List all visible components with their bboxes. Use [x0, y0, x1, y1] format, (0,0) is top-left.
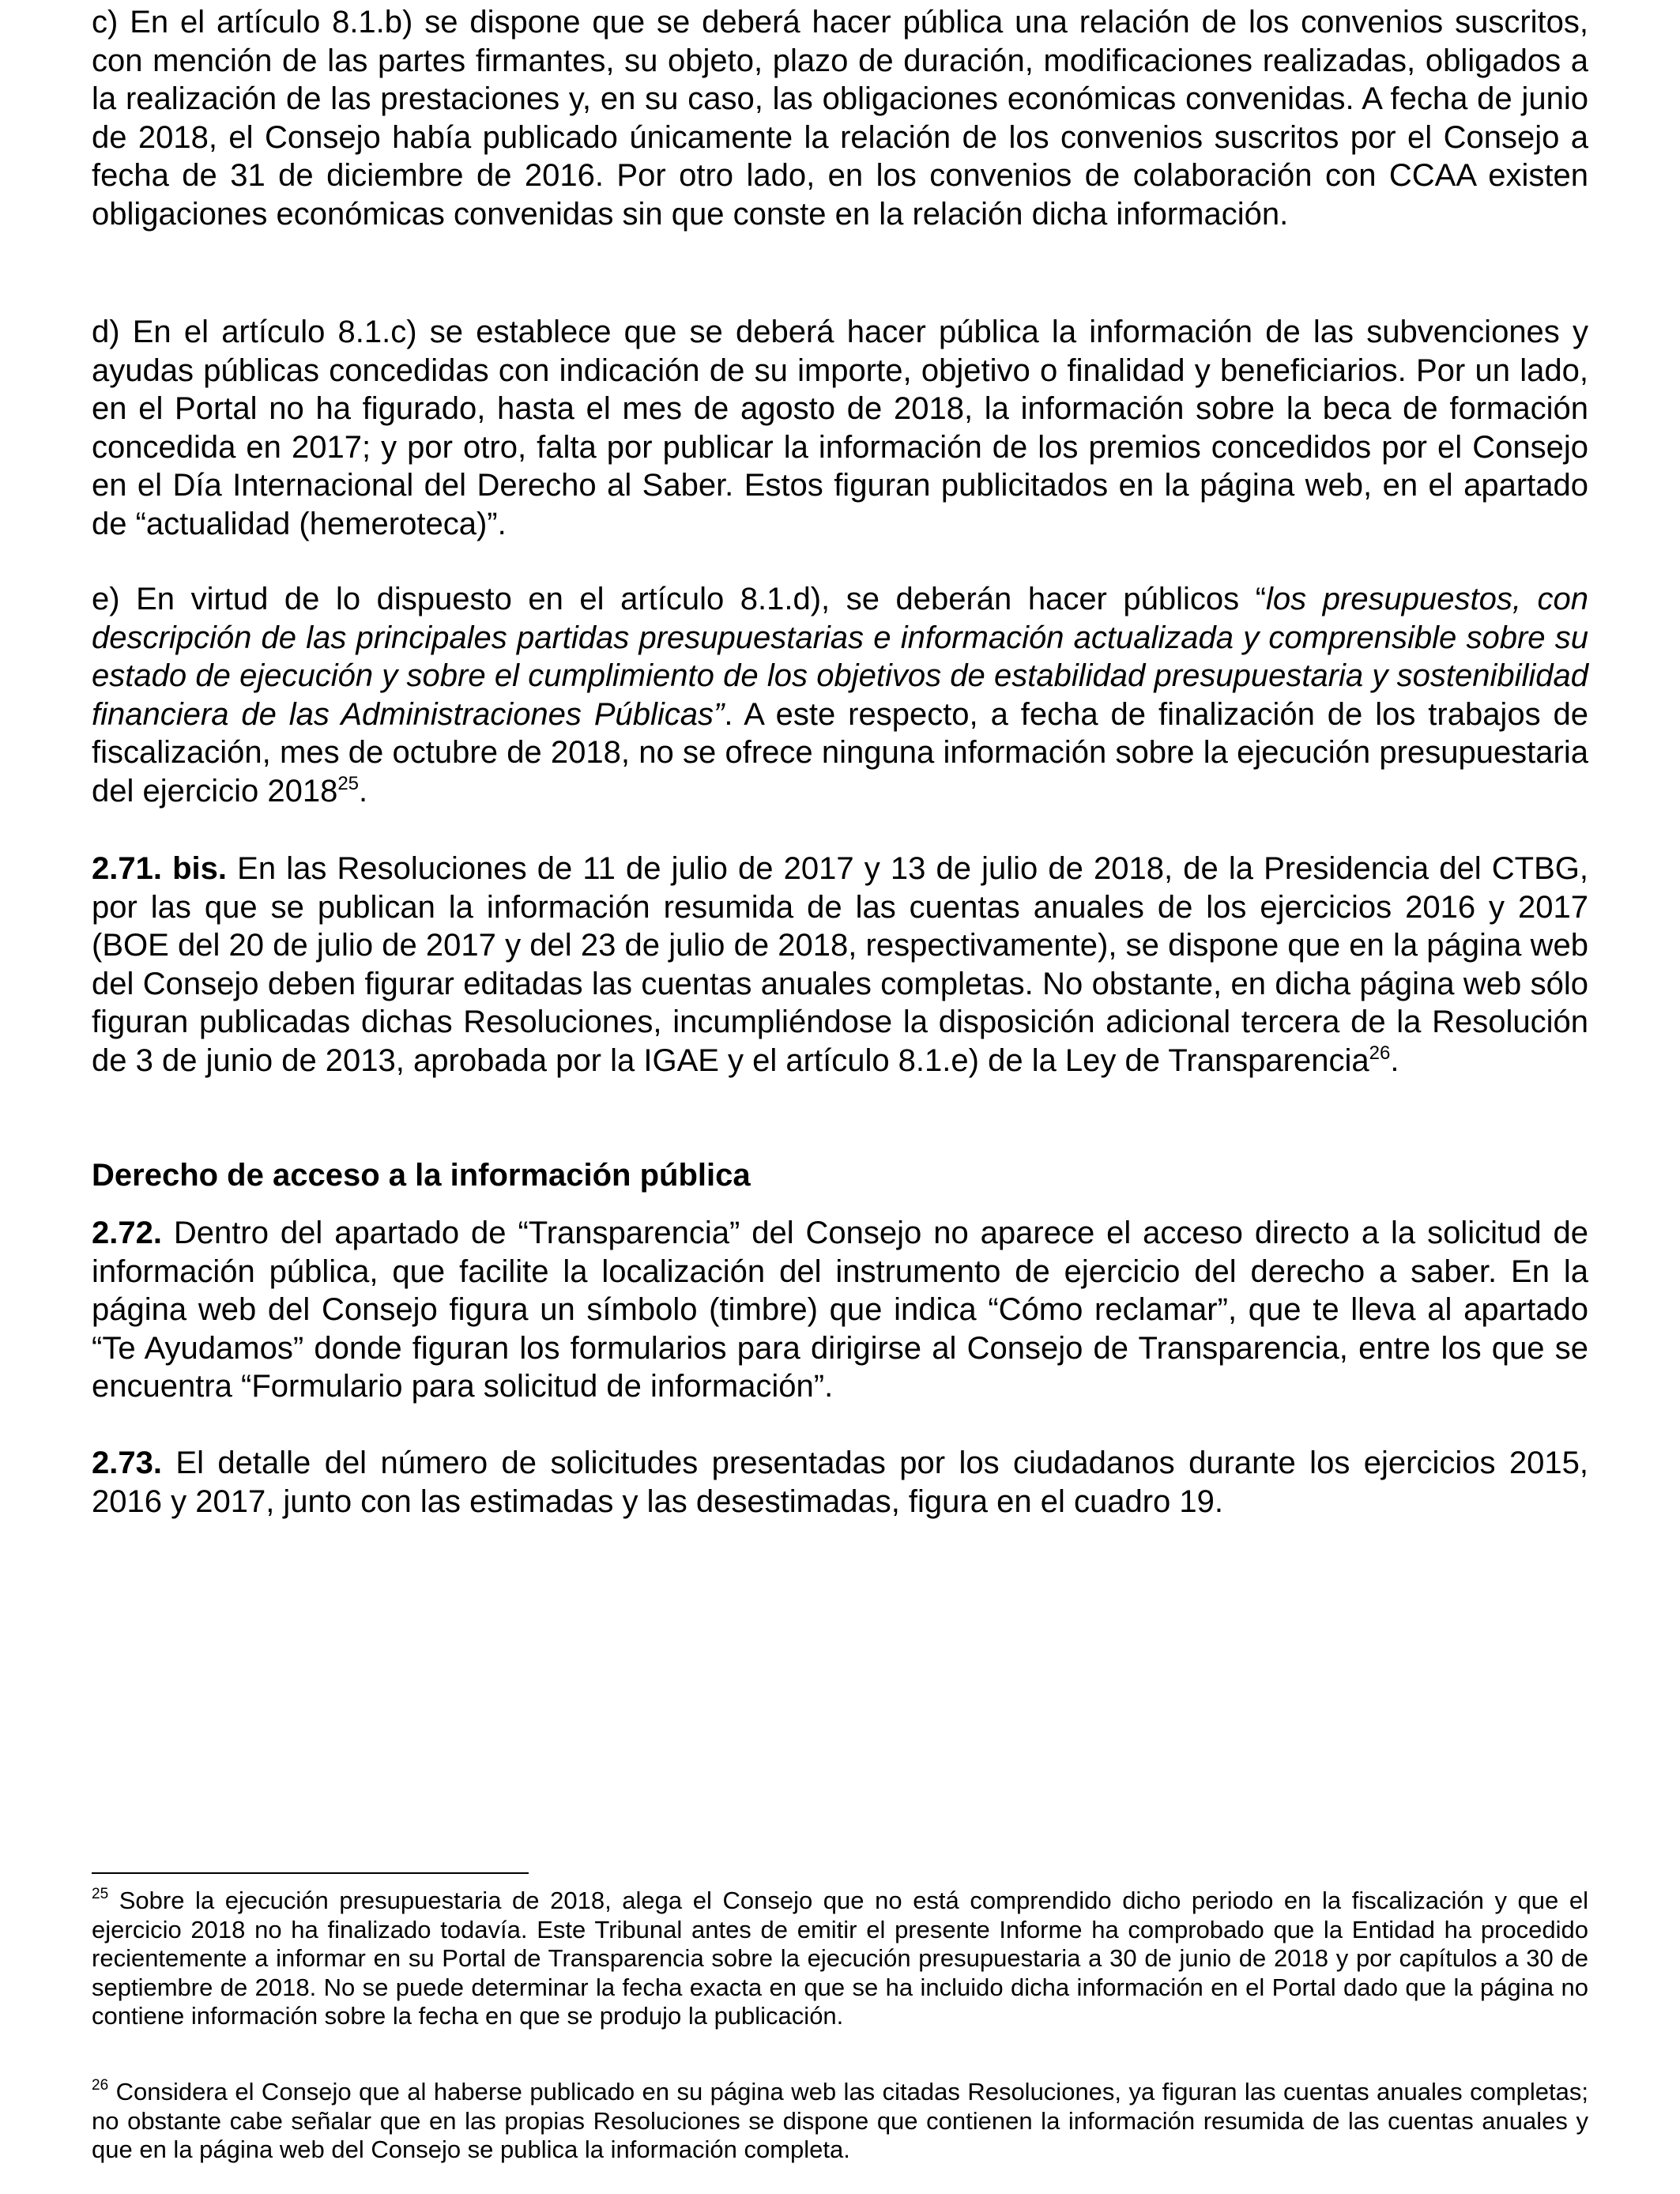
- footnote-25-number: 25: [92, 1886, 109, 1902]
- paragraph-e-start: e) En virtud de lo dispuesto en el artículo 8.1.d), se deberán hacer públicos “: [92, 582, 1267, 616]
- paragraph-2-72: [92, 1214, 1588, 1406]
- paragraph-d: [92, 313, 1588, 544]
- footnote-26-number: 26: [92, 2077, 109, 2094]
- paragraph-2-73-text: El detalle del número de solicitudes presentadas por los ciudadanos durante los ejercicios 2015, 2016 y 2017, junto con las estimadas y las desestimadas, figura en el cuadro 19.: [92, 1446, 1588, 1519]
- paragraph-2-72-text: Dentro del apartado de “Transparencia” del Consejo no aparece el acceso directo a la solicitud de información pública, que facilite la localización del instrumento de ejercicio del derecho a saber. En la página web del Consejo figura un símbolo (timbre) que indica “Cómo reclamar”, que te lleva al apartado “Te Ayudamos” donde figuran los formularios para dirigirse al Consejo de Transparencia, entre los que se encuentra “Formulario para solicitud de información”.: [92, 1216, 1588, 1404]
- footnote-ref-26: 26: [1369, 1042, 1391, 1064]
- footnote-separator: [92, 1872, 529, 1874]
- paragraph-e-end: . A este respecto, a fecha de finalización de los trabajos de fiscalización, mes de octubre de 2018, no se ofrece ninguna información sobre la ejecución presupuestaria del ejercicio 2018: [92, 696, 1588, 809]
- paragraph-e-tail: .: [359, 773, 368, 809]
- paragraph-2-71-bis-text: En las Resoluciones de 11 de julio de 2017 y 13 de julio de 2018, de la Presidencia del CTBG, por las que se publican la información resumida de las cuentas anuales de los ejercicios 2016 y 2017 (BOE del 20 de julio de 2017 y del 23 de julio de 2018, respectivamente), se dispone que en la página web del Consejo deben figurar editadas las cuentas anuales completas. No obstante, en dicha página web sólo figuran publicadas dichas Resoluciones, incumpliéndose la disposición adicional tercera de la Resolución de 3 de junio de 2013, aprobada por la IGAE y el artículo 8.1.e) de la Ley de Transparencia: [92, 851, 1589, 1078]
- paragraph-c: [92, 3, 1588, 234]
- section-heading: Derecho de acceso a la información pública: [92, 1158, 751, 1193]
- paragraph-2-72-number: 2.72.: [92, 1216, 162, 1250]
- paragraph-e: [92, 580, 1588, 811]
- footnote-26-text: Considera el Consejo que al haberse publicado en su página web las citadas Resoluciones, ya figuran las cuentas anuales completas; no obstante cabe señalar que en las propias Resoluciones se dispone que contienen la información resumida de las cuentas anuales y que en la página web del Consejo se publica la información completa.: [92, 2078, 1588, 2163]
- paragraph-c-text: c) En el artículo 8.1.b) se dispone que se deberá hacer pública una relación de los convenios suscritos, con mención de las partes firmantes, su objeto, plazo de duración, modificaciones realizadas, obligados a la realización de las prestaciones y, en su caso, las obligaciones económicas convenidas. A fecha de junio de 2018, el Consejo había publicado únicamente la relación de los convenios suscritos por el Consejo a fecha de 31 de diciembre de 2016. Por otro lado, en los convenios de colaboración con CCAA existen obligaciones económicas convenidas sin que conste en la relación dicha información.: [92, 5, 1588, 232]
- paragraph-d-text: d) En el artículo 8.1.c) se establece que se deberá hacer pública la información de las subvenciones y ayudas públicas concedidas con indicación de su importe, objetivo o finalidad y beneficiarios. Por un lado, en el Portal no ha figurado, hasta el mes de agosto de 2018, la información sobre la beca de formación concedida en 2017; y por otro, falta por publicar la información de los premios concedidos por el Consejo en el Día Internacional del Derecho al Saber. Estos figuran publicitados en la página web, en el apartado de “actualidad (hemeroteca)”.: [92, 315, 1588, 541]
- footnote-ref-25: 25: [337, 772, 360, 794]
- paragraph-2-73: [92, 1444, 1588, 1521]
- paragraph-2-71-bis-tail: .: [1390, 1042, 1399, 1078]
- footnote-26: [92, 2078, 1588, 2165]
- footnote-25-text: Sobre la ejecución presupuestaria de 2018, alega el Consejo que no está comprendido dicho periodo en la fiscalización y que el ejercicio 2018 no ha finalizado todavía. Este Tribunal antes de emitir el presente Informe ha comprobado que la Entidad ha procedido recientemente a informar en su Portal de Transparencia sobre la ejecución presupuestaria a 30 de junio de 2018 y por capítulos a 30 de septiembre de 2018. No se puede determinar la fecha exacta en que se ha incluido dicha información en el Portal dado que la página no contiene información sobre la fecha en que se produjo la publicación.: [92, 1887, 1588, 2030]
- footnote-25: [92, 1887, 1588, 2031]
- paragraph-2-71-bis-number: 2.71. bis.: [92, 851, 228, 886]
- paragraph-e-quote: los presupuestos, con descripción de las principales partidas presupuestarias e información actualizada y comprensible sobre su estado de ejecución y sobre el cumplimiento de los objetivos de estabilidad presupuestaria y sostenibilidad financiera de las Administraciones Públicas”: [92, 582, 1588, 732]
- paragraph-2-73-number: 2.73.: [92, 1446, 162, 1480]
- paragraph-2-71-bis: [92, 850, 1588, 1080]
